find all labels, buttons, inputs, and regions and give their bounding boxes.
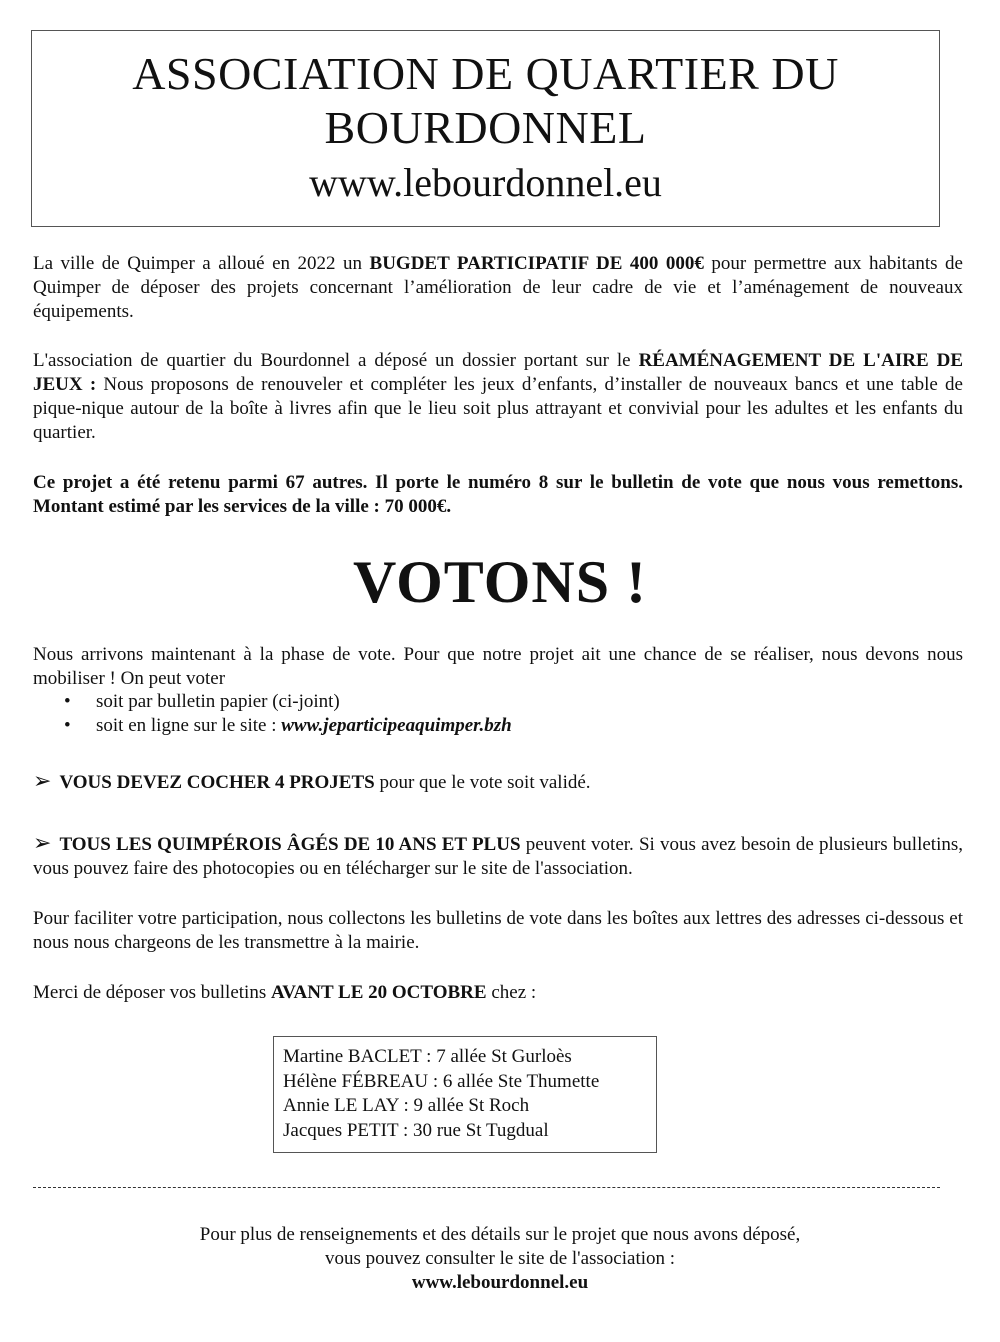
budget-highlight: BUGDET PARTICIPATIF DE 400 000€ — [369, 253, 704, 274]
rule-age-text: peuvent voter. Si vous avez besoin de plusieurs bulletins, vous pouvez faire des photocopies ou en télécharger sur le site de l'association. — [33, 834, 963, 879]
header-box — [31, 30, 940, 227]
bullet-icon: • — [64, 691, 71, 712]
list-item — [33, 714, 512, 738]
selection-paragraph: Ce projet a été retenu parmi 67 autres. Il porte le numéro 8 sur le bulletin de vote que nous vous remettons. Montant estimé par les services de la ville : 70 000€. — [33, 472, 963, 517]
vote-option-paper: soit par bulletin papier (ci-joint) — [96, 691, 340, 712]
address-line: Martine BACLET : 7 allée St Gurloès — [283, 1046, 572, 1067]
intro-paragraph — [33, 252, 963, 324]
address-box — [273, 1036, 657, 1153]
rule-four-projects-text: pour que le vote soit validé. — [374, 772, 591, 793]
rule-age — [33, 832, 963, 881]
intro-text-end: pour permettre aux habitants de Quimper de déposer des projets concernant l’amélioration de leur cadre de vie et l’aménagement de nouveaux équipements. — [33, 253, 963, 322]
vote-website-link[interactable]: www.jeparticipeaquimper.bzh — [281, 715, 512, 736]
project-description: Nous proposons de renouveler et compléter les jeux d’enfants, d’installer de nouveaux bancs et une table de pique-nique autour de la boîte à livres afin que le lieu soit plus attrayant et convivial pour les adultes et les enfants du quartier. — [33, 374, 963, 443]
vote-option-online: soit en ligne sur le site : — [96, 715, 282, 736]
deadline-text: Merci de déposer vos bulletins — [33, 982, 271, 1003]
footer-line: Pour plus de renseignements et des détails sur le projet que nous avons déposé, — [199, 1224, 801, 1245]
footer — [0, 1223, 1000, 1295]
votons-heading: VOTONS ! — [352, 549, 648, 615]
project-text: L'association de quartier du Bourdonnel a déposé un dossier portant sur le — [33, 350, 639, 371]
association-title: ASSOCIATION DE QUARTIER DU BOURDONNEL — [132, 48, 839, 153]
address-line: Annie LE LAY : 9 allée St Roch — [283, 1095, 530, 1116]
project-highlight: RÉAMÉNAGEMENT DE L'AIRE DE JEUX : — [33, 350, 963, 395]
deadline-date: AVANT LE 20 OCTOBRE — [270, 982, 487, 1003]
rule-four-projects — [33, 770, 963, 795]
collect-paragraph: Pour faciliter votre participation, nous collectons les bulletins de vote dans les boîtes aux lettres des adresses ci-dessous et nous nous chargeons de les transmettre à la mairie. — [33, 908, 963, 953]
intro-text: La ville de Quimper a alloué en 2022 un — [33, 253, 370, 274]
rule-age-bold: TOUS LES QUIMPÉROIS ÂGÉS DE 10 ANS ET PLUS — [59, 834, 521, 855]
deadline-text-end: chez : — [486, 982, 537, 1003]
rule-four-projects-bold: VOUS DEVEZ COCHER 4 PROJETS — [59, 772, 375, 793]
bullet-icon: • — [64, 715, 71, 736]
footer-website-link[interactable]: www.lebourdonnel.eu — [411, 1272, 589, 1293]
arrow-icon: ➢ — [33, 769, 52, 794]
arrow-icon: ➢ — [33, 831, 52, 856]
project-paragraph — [33, 349, 963, 445]
vote-options-list — [33, 690, 512, 738]
association-website: www.lebourdonnel.eu — [309, 160, 662, 205]
deadline-paragraph — [33, 981, 963, 1005]
dashed-divider — [33, 1187, 940, 1188]
address-line: Hélène FÉBREAU : 6 allée Ste Thumette — [283, 1070, 600, 1092]
vote-intro: Nous arrivons maintenant à la phase de vote. Pour que notre projet ait une chance de se réaliser, nous devons nous mobiliser ! On peut voter — [33, 644, 963, 689]
footer-line: vous pouvez consulter le site de l'association : — [324, 1248, 676, 1269]
address-line: Jacques PETIT : 30 rue St Tugdual — [283, 1119, 549, 1141]
list-item — [33, 690, 512, 714]
